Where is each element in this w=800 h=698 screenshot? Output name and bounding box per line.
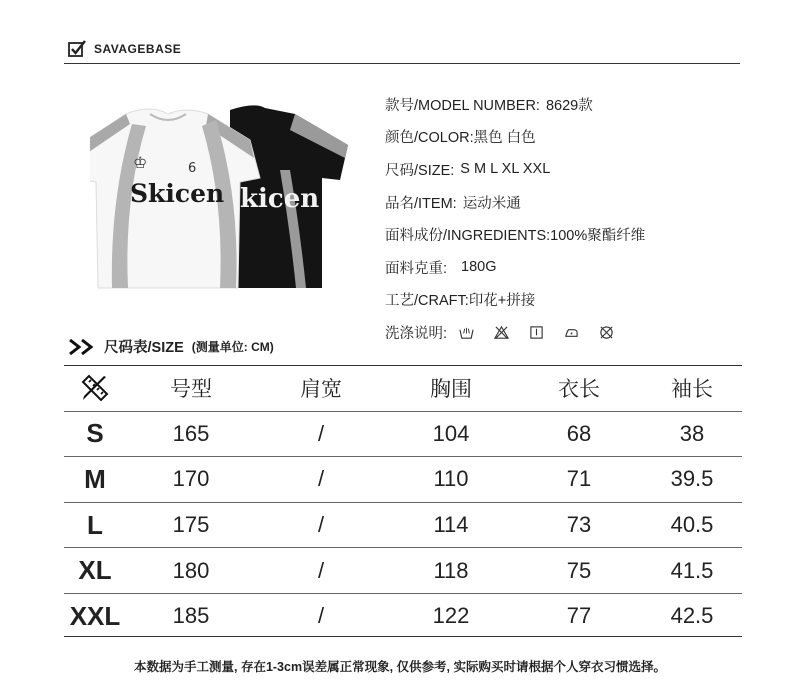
- info-size: 尺码/SIZE: S M L XL XXL: [385, 161, 551, 179]
- table-row: XXL 185 / 122 77 42.5: [69, 600, 714, 631]
- ruler-pencil-cell: [64, 366, 126, 411]
- white-shirt-text: Skicen: [130, 179, 225, 208]
- table-bottom-rule: [64, 636, 742, 637]
- brand-name: SAVAGEBASE: [94, 42, 182, 56]
- size-chart-heading: [68, 336, 274, 357]
- table-header-row: [64, 366, 742, 411]
- table-row: L 175 / 114 73 40.5: [64, 502, 742, 548]
- table-row: S 165 / 104 68 38: [64, 411, 742, 457]
- low-iron-icon: [564, 325, 579, 340]
- col-chest: 胸围: [386, 366, 516, 411]
- header-divider: [64, 63, 740, 64]
- size-table: [64, 366, 742, 639]
- col-sleeve: 袖长: [642, 366, 742, 411]
- info-model: 款号/MODEL NUMBER: 8629款: [385, 97, 593, 114]
- info-wash: 洗涤说明:: [385, 316, 645, 349]
- table-row: XL 180 / 118 75 41.5: [64, 548, 742, 594]
- info-weight: 面料克重: 180G: [385, 259, 497, 277]
- product-info: [385, 88, 645, 349]
- black-shirt: [230, 105, 348, 288]
- col-shoulder: 肩宽: [256, 366, 386, 411]
- product-image: [90, 100, 350, 295]
- info-item: 品名/ITEM: 运动米通: [385, 195, 521, 212]
- info-ingredients: 面料成份/INGREDIENTS: 100%聚酯纤维: [385, 228, 646, 245]
- info-color: 颜色/COLOR: 黑色 白色: [385, 130, 536, 147]
- double-chevron-right-icon: [68, 339, 98, 355]
- col-length: 衣长: [516, 366, 642, 411]
- svg-text:♔: ♔: [133, 153, 148, 172]
- black-shirt-text: kicen: [240, 184, 320, 214]
- hand-wash-icon: [459, 325, 474, 340]
- hang-dry-icon: [529, 325, 544, 340]
- wash-icons: [459, 325, 614, 340]
- measurement-footnote: 本数据为手工测量, 存在1-3cm误差属正常现象, 仅供参考, 实际购买时请根据个人穿衣习惯选择。: [134, 660, 666, 674]
- table-row: M 170 / 110 71 39.5: [64, 457, 742, 503]
- info-craft: 工艺/CRAFT: 印花+拼接: [385, 293, 536, 310]
- size-chart-unit: (测量单位: CM): [191, 340, 274, 354]
- shirt-number: 6: [188, 161, 197, 176]
- no-bleach-icon: [494, 325, 509, 340]
- no-dry-clean-icon: [599, 325, 614, 340]
- size-chart-title: 尺码表/SIZE: [104, 340, 184, 356]
- white-shirt: [90, 109, 260, 288]
- ruler-pencil-icon: [80, 373, 110, 403]
- col-height: 号型: [126, 366, 256, 411]
- brand-header: [68, 40, 181, 58]
- checkbox-check-icon: [68, 40, 86, 58]
